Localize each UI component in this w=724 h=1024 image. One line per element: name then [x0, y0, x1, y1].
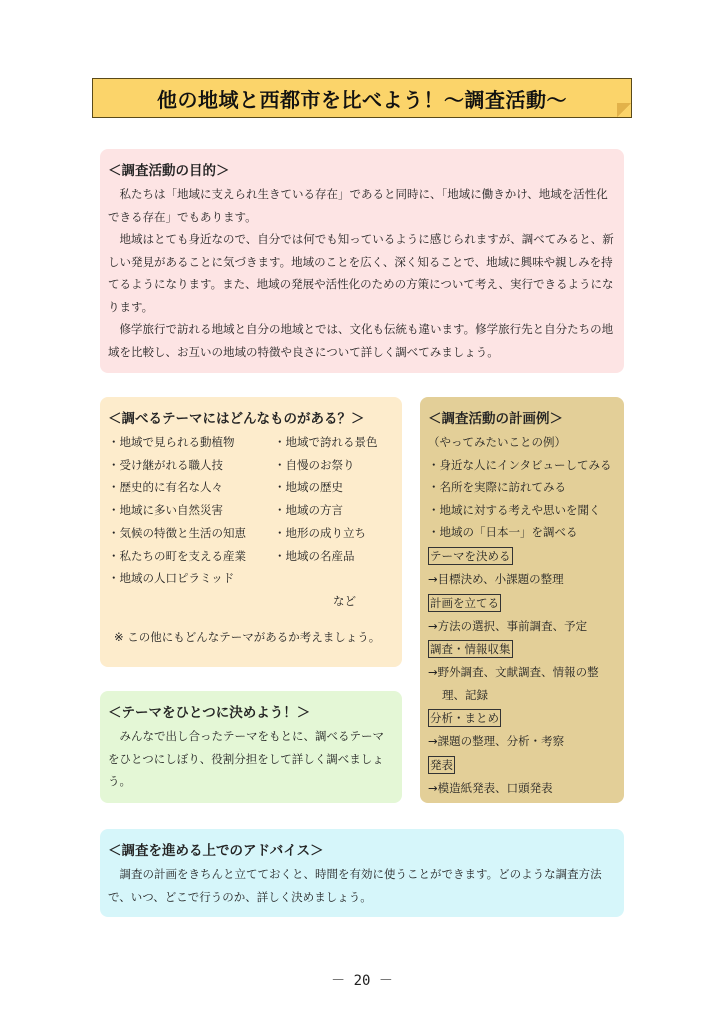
theme-item: ・受け継がれる職人技: [108, 457, 223, 472]
purpose-paragraph-1: 私たちは「地域に支えられ生きている存在」であると同時に、「地域に働きかけ、地域を活性化できる存在」でもあります。: [108, 187, 608, 224]
theme-item: ・地域で見られる動植物: [108, 435, 235, 449]
plan-step-detail: →課題の整理、分析・考察: [428, 734, 565, 749]
theme-list: [108, 431, 394, 590]
decide-text: みんなで出し合ったテーマをもとに、調べるテーマをひとつにしぼり、役割分担をして詳しく調べましょう。: [108, 729, 384, 788]
theme-item: ・地域の歴史: [274, 480, 343, 495]
decide-heading: ＜テーマをひとつに決めよう！＞: [108, 705, 311, 721]
purpose-heading: ＜調査活動の目的＞: [108, 163, 230, 179]
advice-text: 調査の計画をきちんと立てておくと、時間を有効に使うことができます。どのような調査方法で、いつ、どこで行うのか、詳しく決めましょう。: [108, 867, 602, 904]
plan-heading: ＜調査活動の計画例＞: [428, 411, 563, 427]
plan-step-detail: →目標決め、小課題の整理: [428, 571, 564, 586]
themes-etc: など: [333, 593, 356, 608]
theme-item: ・歴史的に有名な人々: [108, 480, 223, 495]
plan-box: [420, 397, 624, 803]
plan-step-label: テーマを決める: [430, 548, 511, 563]
theme-item: ・地形の成り立ち: [274, 525, 366, 540]
plan-step-label: 発表: [430, 757, 453, 772]
purpose-paragraph-3: 修学旅行で訪れる地域と自分の地域とでは、文化も伝統も違います。修学旅行先と自分たちの地域を比較し、お互いの地域の特徴や良さについて詳しく調べてみましょう。: [108, 322, 614, 359]
theme-item: ・地域の人口ピラミッド: [108, 571, 235, 586]
theme-item: ・地域に多い自然災害: [108, 503, 223, 518]
theme-item: ・自慢のお祭り: [274, 457, 355, 472]
theme-item: ・私たちの町を支える産業: [108, 548, 246, 563]
plan-intro: （やってみたいことの例）: [428, 435, 566, 449]
theme-item: ・気候の特徴と生活の知恵: [108, 525, 246, 540]
advice-heading: ＜調査を進める上でのアドバイス＞: [108, 843, 324, 859]
theme-item: ・地域の名産品: [274, 548, 355, 563]
plan-step-label: 調査・情報収集: [430, 642, 511, 657]
plan-step-detail: →模造紙発表、口頭発表: [428, 780, 553, 795]
purpose-box: [100, 149, 624, 373]
plan-example: ・地域の「日本一」を調べる: [428, 525, 578, 540]
plan-step-detail: →方法の選択、事前調査、予定: [428, 618, 588, 633]
themes-box: [100, 397, 402, 667]
decide-box: [100, 691, 402, 803]
purpose-paragraph-2: 地域はとても身近なので、自分では何でも知っているように感じられますが、調べてみると、新しい発見があることに気づきます。地域のことを広く、深く知ることで、地域に興味や親しみを持てるようになります。また、地域の発展や活性化のための方策について考え、実行できるようになります。: [108, 232, 614, 314]
page-title: 他の地域と西都市を比べよう！〜調査活動〜: [157, 87, 567, 112]
themes-heading: ＜調べるテーマにはどんなものがある？＞: [108, 411, 365, 427]
banner-fold-corner: [617, 103, 631, 117]
advice-box: [100, 829, 624, 917]
page-number: － 20 －: [331, 973, 393, 989]
themes-note: ※ この他にもどんなテーマがあるか考えましょう。: [114, 629, 381, 644]
theme-item: ・地域の方言: [274, 503, 343, 518]
plan-step-detail: 理、記録: [442, 687, 488, 702]
theme-item: ・地域で誇れる景色: [274, 435, 378, 449]
plan-example: ・地域に対する考えや思いを聞く: [428, 502, 601, 517]
plan-step-detail: →野外調査、文献調査、情報の整: [428, 665, 599, 680]
plan-step-label: 計画を立てる: [430, 595, 499, 610]
plan-example: ・名所を実際に訪れてみる: [428, 480, 566, 495]
plan-example: ・身近な人にインタビューしてみる: [428, 457, 612, 472]
plan-step-label: 分析・まとめ: [430, 711, 499, 726]
title-banner: [92, 78, 632, 118]
